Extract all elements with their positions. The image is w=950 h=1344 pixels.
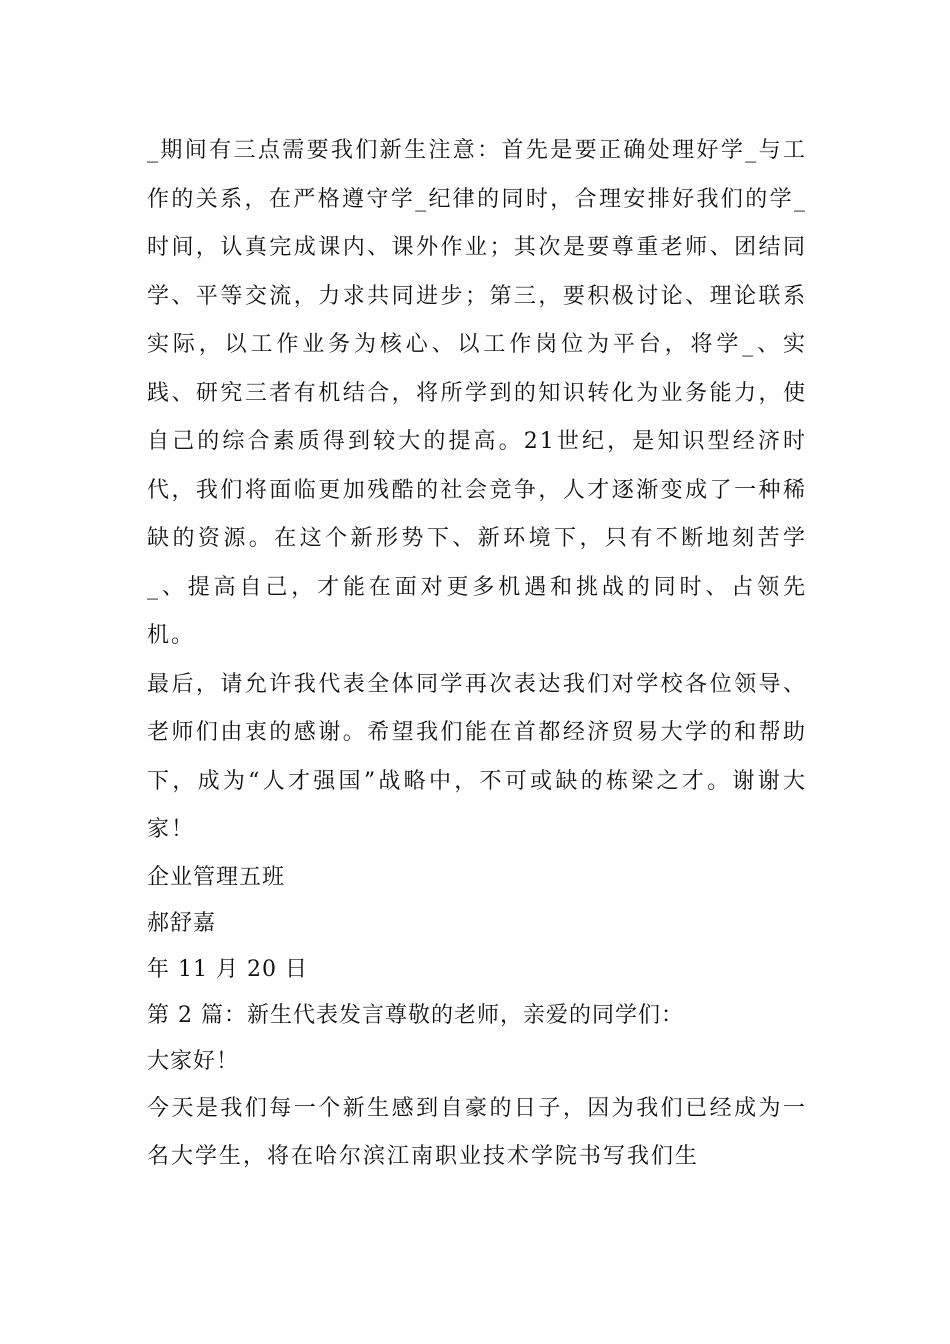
body-paragraph-2: 最后，请允许我代表全体同学再次表达我们对学校各位领导、老师们由衷的感谢。希望我们能在首都经济贸易大学的和帮助下，成为“人才强国”战略中，不可或缺的栋梁之才。谢谢大家！ [147,671,807,842]
body-paragraph-1: _期间有三点需要我们新生注意：首先是要正确处理好学_与工作的关系，在严格遵守学_纪律的同时，合理安排好我们的学_时间，认真完成课内、课外作业；其次是要尊重老师、团结同学、平等交流，力求共同进步；第三，要积极讨论、理论联系实际，以工作业务为核心、以工作岗位为平台，将学_、实践、研究三者有机结合，将所学到的知识转化为业务能力，使自己的综合素质得到较大的提高。21世纪，是知识型经济时代，我们将面临更加残酷的社会竞争，人才逐渐变成了一种稀缺的资源。在这个新形势下、新环境下，只有不断地刻苦学_、提高自己，才能在面对更多机遇和挑战的同时、占领先机。 [147,138,807,648]
next-article-heading: 第 2 篇：新生代表发言尊敬的老师，亲爱的同学们： [147,1002,684,1028]
signature-author: 郝舒嘉 [147,910,217,936]
signature-date: 年 11 月 20 日 [147,956,308,982]
signature-class-name: 企业管理五班 [147,864,286,890]
document-body [147,127,807,1182]
greeting: 大家好！ [147,1048,240,1074]
body-paragraph-3: 今天是我们每一个新生感到自豪的日子，因为我们已经成为一名大学生，将在哈尔滨江南职业技术学院书写我们生 [147,1095,807,1169]
